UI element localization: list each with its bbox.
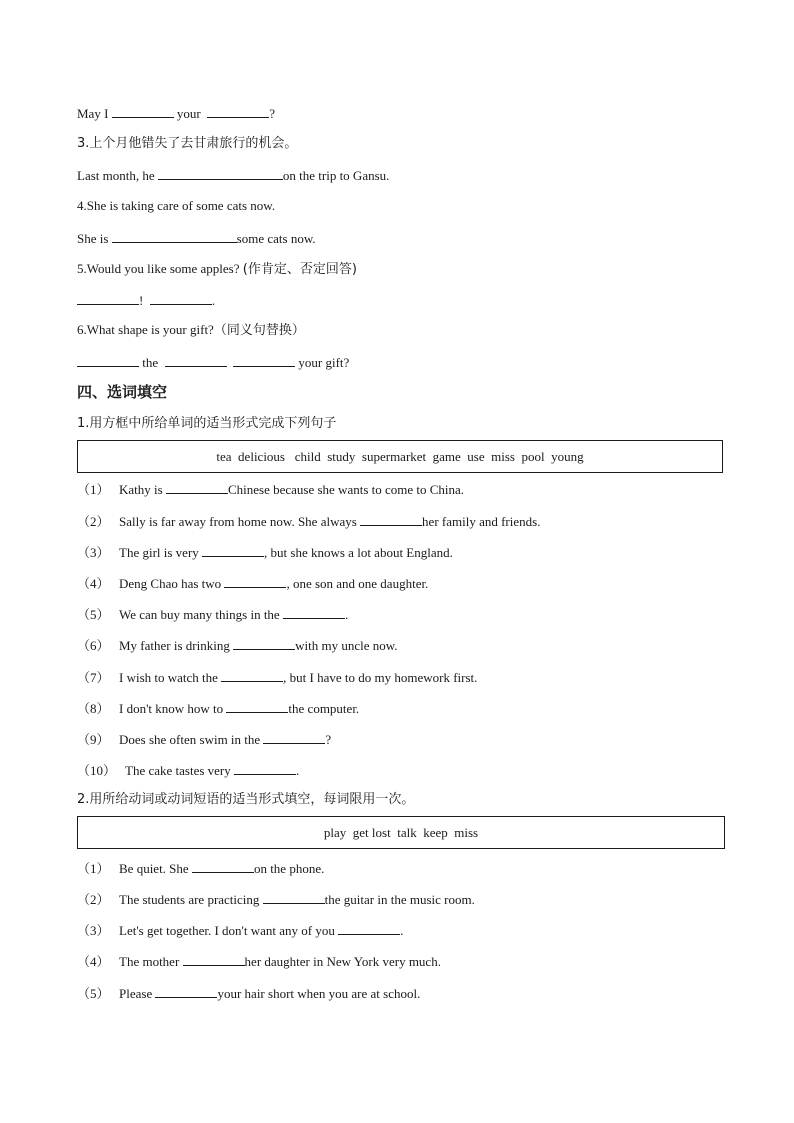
item-number: （7） <box>77 670 110 685</box>
item-text-before: Sally is far away from home now. She always <box>119 514 361 529</box>
item-text-before: Does she often swim in the <box>119 732 264 747</box>
item-text-after: with my uncle now. <box>295 638 398 653</box>
item-text-before: I don't know how to <box>119 701 227 716</box>
q3-answer-line <box>77 166 389 185</box>
item-text-after: on the phone. <box>253 861 325 876</box>
item-text-after: , but I have to do my homework first. <box>283 670 478 685</box>
exercise-item <box>77 984 420 1003</box>
item-text-after: . <box>400 923 404 938</box>
item-text-before: Kathy is <box>119 482 166 497</box>
exercise-item <box>77 636 398 655</box>
word-box-text: play get lost talk keep miss <box>323 824 479 840</box>
item-number: （9） <box>77 732 110 747</box>
item-number: （8） <box>77 701 110 716</box>
answer-blank[interactable] <box>150 291 212 305</box>
item-text-before: The students are practicing <box>119 892 263 907</box>
exercise-item <box>77 480 464 499</box>
text: ! <box>139 293 147 308</box>
answer-blank[interactable] <box>77 353 139 367</box>
instruction-text: (作肯定、否定回答) <box>242 262 357 277</box>
q5-answer-line <box>77 291 215 310</box>
item-text-before: The mother <box>119 954 183 969</box>
text: your gift? <box>295 355 350 370</box>
item-number: （3） <box>77 923 110 938</box>
item-number: （1） <box>77 861 110 876</box>
answer-blank[interactable] <box>233 353 295 367</box>
answer-blank[interactable] <box>183 952 245 966</box>
item-number: （2） <box>77 892 110 907</box>
item-number: （10） <box>77 763 117 778</box>
answer-blank[interactable] <box>192 859 254 873</box>
answer-blank[interactable] <box>155 984 217 998</box>
exercise-item <box>77 668 477 687</box>
text: your <box>173 106 205 121</box>
item-text-before: Let's get together. I don't want any of you <box>119 923 339 938</box>
exercise-item <box>77 543 453 562</box>
item-text-before: We can buy many things in the <box>119 607 283 622</box>
exercise-item <box>77 574 428 593</box>
instruction-text: （同义句替换） <box>213 323 305 338</box>
item-number: （3） <box>77 545 110 560</box>
answer-blank[interactable] <box>263 890 325 904</box>
item-text-after: Chinese because she wants to come to China. <box>227 482 465 497</box>
exercise-item <box>77 512 540 531</box>
exercise-item <box>77 859 324 878</box>
item-number: （6） <box>77 638 110 653</box>
q6-sentence <box>77 321 305 340</box>
item-text-before: I wish to watch the <box>119 670 222 685</box>
answer-blank[interactable] <box>221 668 283 682</box>
text: Last month, he <box>77 168 158 183</box>
exercise-item <box>77 952 441 971</box>
item-number: （5） <box>77 607 110 622</box>
q4-answer-line <box>77 229 316 248</box>
item-text-after: the guitar in the music room. <box>324 892 475 907</box>
text: the <box>139 355 162 370</box>
item-number: （1） <box>77 482 110 497</box>
item-text-after: ? <box>325 732 332 747</box>
q4-sentence: 4.She is taking care of some cats now. <box>77 198 276 213</box>
item-number: （4） <box>77 576 110 591</box>
text: on the trip to Gansu. <box>282 168 390 183</box>
item-text-before: Deng Chao has two <box>119 576 225 591</box>
item-number: （5） <box>77 986 110 1001</box>
item-text-after: . <box>296 763 300 778</box>
item-text-before: Be quiet. She <box>119 861 192 876</box>
answer-blank[interactable] <box>112 104 174 118</box>
text: May I <box>77 106 112 121</box>
q2-answer-line <box>77 104 275 123</box>
text: some cats now. <box>236 231 316 246</box>
item-text-before: My father is drinking <box>119 638 234 653</box>
answer-blank[interactable] <box>224 574 286 588</box>
exercise-item <box>77 890 475 909</box>
answer-blank[interactable] <box>338 921 400 935</box>
exercise-item <box>77 761 299 780</box>
answer-blank[interactable] <box>207 104 269 118</box>
answer-blank[interactable] <box>360 512 422 526</box>
q6-answer-line <box>77 353 349 372</box>
item-text-after: your hair short when you are at school. <box>217 986 421 1001</box>
answer-blank[interactable] <box>263 730 325 744</box>
answer-blank[interactable] <box>165 353 227 367</box>
exercise-item <box>77 699 359 718</box>
word-box-2 <box>77 816 725 849</box>
item-text-after: , but she knows a lot about England. <box>264 545 453 560</box>
item-number: （2） <box>77 514 110 529</box>
section-heading: 四、选词填空 <box>77 383 168 401</box>
item-text-after: , one son and one daughter. <box>286 576 429 591</box>
item-text-after: her daughter in New York very much. <box>244 954 441 969</box>
item-text-before: Please <box>119 986 156 1001</box>
answer-blank[interactable] <box>234 761 296 775</box>
item-number: （4） <box>77 954 110 969</box>
answer-blank[interactable] <box>77 291 139 305</box>
item-text-before: The cake tastes very <box>125 763 235 778</box>
answer-blank[interactable] <box>233 636 295 650</box>
word-box-1 <box>77 440 723 473</box>
answer-blank[interactable] <box>112 229 237 243</box>
word-box-text: tea delicious child study supermarket game use miss pool young <box>216 448 584 464</box>
text: 6.What shape is your gift? <box>77 322 214 337</box>
item-text-before: The girl is very <box>119 545 203 560</box>
text: 5.Would you like some apples? <box>77 261 243 276</box>
text: . <box>211 293 216 308</box>
exercise-item <box>77 921 403 940</box>
part2-instruction: 2.用所给动词或动词短语的适当形式填空，每词限用一次。 <box>77 792 415 807</box>
part1-instruction: 1.用方框中所给单词的适当形式完成下列句子 <box>77 416 337 431</box>
answer-blank[interactable] <box>226 699 288 713</box>
q3-chinese: 3.上个月他错失了去甘肃旅行的机会。 <box>77 136 298 151</box>
item-text-after: the computer. <box>288 701 360 716</box>
item-text-after: her family and friends. <box>422 514 541 529</box>
answer-blank[interactable] <box>166 480 228 494</box>
answer-blank[interactable] <box>283 605 345 619</box>
answer-blank[interactable] <box>158 166 283 180</box>
q5-sentence <box>77 260 357 279</box>
answer-blank[interactable] <box>202 543 264 557</box>
exercise-item <box>77 605 348 624</box>
item-text-after: . <box>344 607 349 622</box>
exercise-item <box>77 730 331 749</box>
text: She is <box>77 231 112 246</box>
text: ? <box>269 106 276 121</box>
